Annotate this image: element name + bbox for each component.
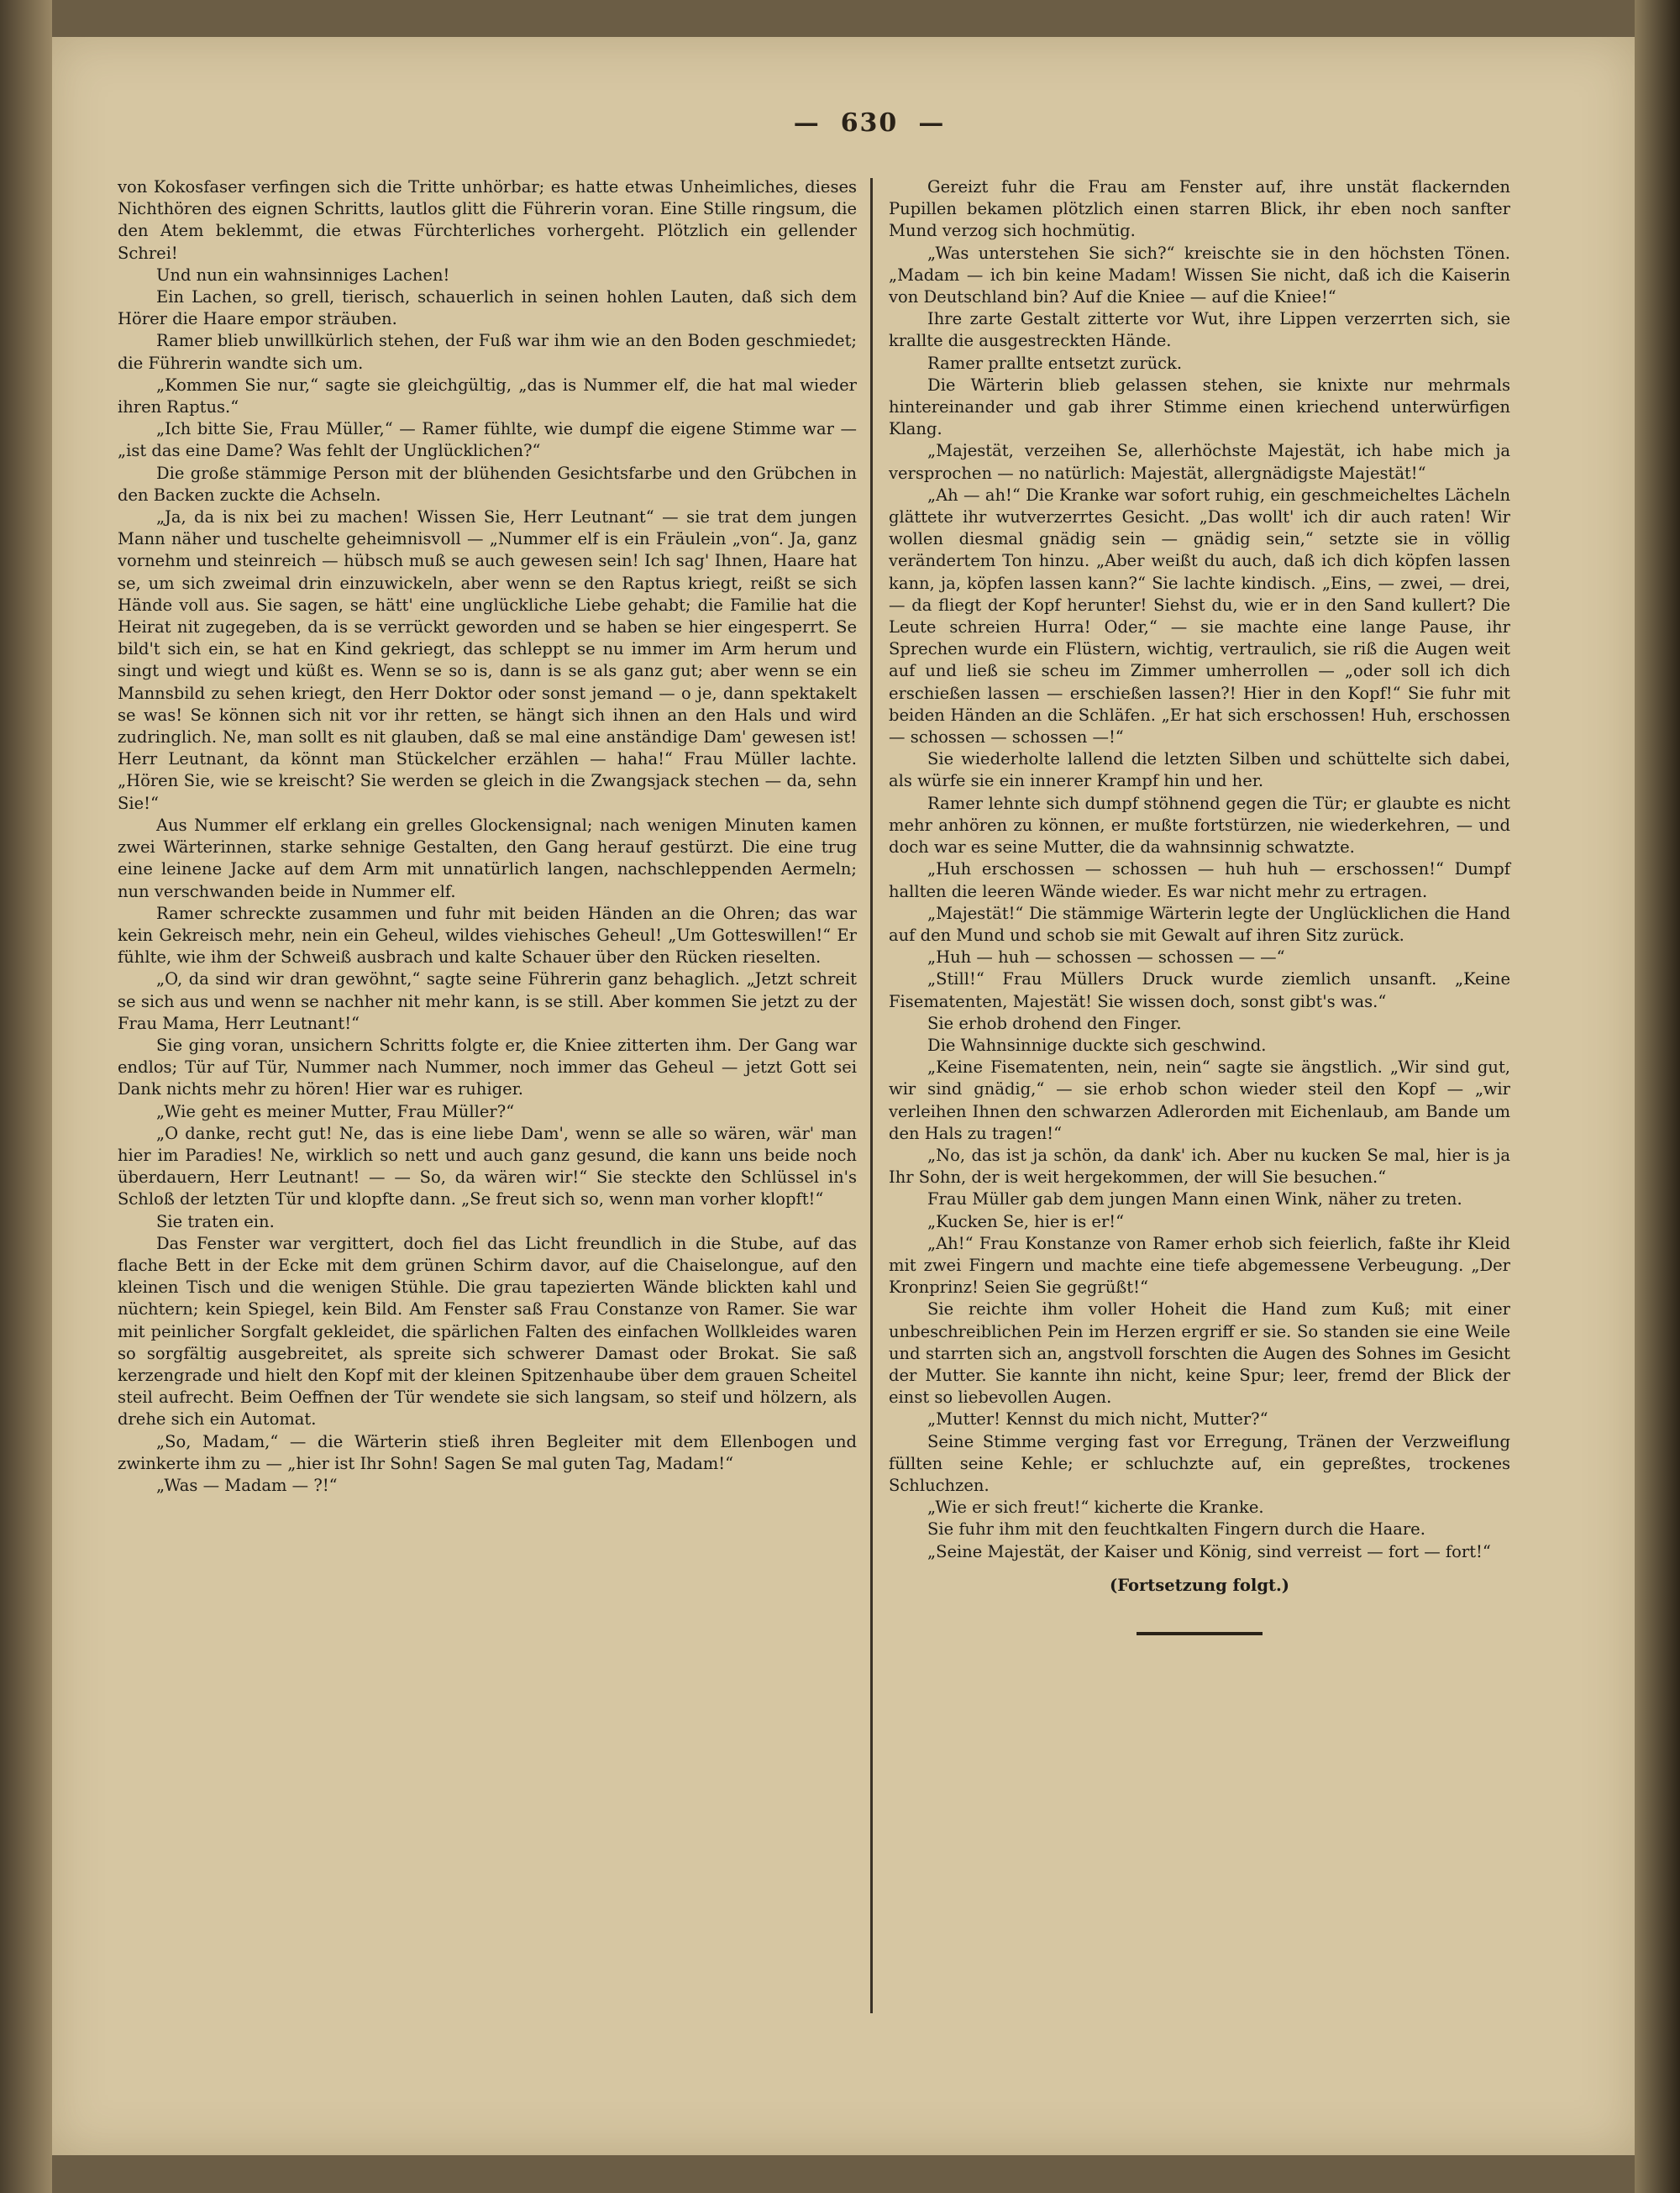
- paragraph: „Still!“ Frau Müllers Druck wurde ziemlich unsanft. „Keine Fisematenten, Majestät! Sie wissen doch, sonst gibt's was.“: [889, 969, 1510, 1011]
- right-column: [889, 176, 1510, 1635]
- paragraph: Sie wiederholte lallend die letzten Silben und schüttelte sich dabei, als würfe sie ein innerer Krampf hin und her.: [889, 749, 1510, 791]
- paragraph: „Keine Fisematenten, nein, nein“ sagte sie ängstlich. „Wir sind gut, wir sind gnädig,“ — sie erhob schon wieder steil den Kopf — „wir verleihen Ihnen den schwarzen Adlerorden mit Eichenlaub, am Bande um den Hals zu tragen!“: [889, 1057, 1510, 1143]
- paragraph: „Huh — huh — schossen — schossen — —“: [927, 947, 1285, 968]
- paragraph: Das Fenster war vergittert, doch fiel das Licht freundlich in die Stube, auf das flache Bett in der Ecke mit dem grünen Schirm davor, auf die Chaiselongue, auf den kleinen Tisch und die wenigen Stühle. Die grau tapezierten Wände blickten kahl und nüchtern; kein Spiegel, kein Bild. Am Fenster saß Frau Constanze von Ramer. Sie war mit peinlicher Sorgfalt gekleidet, die spärlichen Falten des einfachen Wollkleides waren so sorgfältig ausgebreitet, als spreite sich schwerer Damast oder Brokat. Sie saß kerzengrade und hielt den Kopf mit der kleinen Spitzenhaube über dem grauen Scheitel steil aufrecht. Beim Oeffnen der Tür wendete sie sich langsam, so steif und hölzern, als drehe sich ein Automat.: [118, 1233, 857, 1430]
- paragraph: Die Wahnsinnige duckte sich geschwind.: [927, 1035, 1267, 1055]
- paragraph: Sie traten ein.: [156, 1211, 275, 1231]
- book-binding-left: [0, 0, 52, 2193]
- paragraph: Ramer prallte entsetzt zurück.: [927, 353, 1183, 373]
- paragraph: Ihre zarte Gestalt zitterte vor Wut, ihre Lippen verzerrten sich, sie krallte die ausgestreckten Hände.: [889, 309, 1510, 351]
- paragraph: Sie reichte ihm voller Hoheit die Hand zum Kuß; mit einer unbeschreiblichen Pein im Herzen ergriff er sie. So standen sie eine Weile und starrten sich an, angstvoll forschten die Augen des Sohnes im Gesicht der Mutter. Sie kannte ihn nicht, keine Spur; leer, fremd der Blick der einst so liebevollen Augen.: [889, 1299, 1510, 1408]
- paragraph: „Kucken Se, hier is er!“: [927, 1211, 1125, 1231]
- paragraph: „Was unterstehen Sie sich?“ kreischte sie in den höchsten Tönen. „Madam — ich bin keine Madam! Wissen Sie nicht, daß ich die Kaiserin von Deutschland bin? Auf die Kniee — auf die Kniee!“: [889, 243, 1510, 307]
- paragraph: „Majestät!“ Die stämmige Wärterin legte der Unglücklichen die Hand auf den Mund und schob sie mit Gewalt auf ihren Sitz zurück.: [889, 903, 1510, 945]
- paragraph: Die große stämmige Person mit der blühenden Gesichtsfarbe und den Grübchen in den Backen zuckte die Achseln.: [118, 463, 857, 505]
- paragraph: „Ah!“ Frau Konstanze von Ramer erhob sich feierlich, faßte ihr Kleid mit zwei Fingern und machte eine tiefe abgemessene Verbeugung. „Der Kronprinz! Seien Sie gegrüßt!“: [889, 1233, 1510, 1298]
- page-number: — 630 —: [793, 108, 946, 138]
- paragraph: „No, das ist ja schön, da dank' ich. Aber nu kucken Se mal, hier is ja Ihr Sohn, der is weit hergekommen, der will Sie besuchen.“: [889, 1145, 1510, 1188]
- paragraph: „Mutter! Kennst du mich nicht, Mutter?“: [927, 1409, 1268, 1430]
- paragraph: „Kommen Sie nur,“ sagte sie gleichgültig, „das is Nummer elf, die hat mal wieder ihren Raptus.“: [118, 375, 857, 417]
- paragraph: „Was — Madam — ?!“: [156, 1475, 338, 1495]
- paragraph: Die Wärterin blieb gelassen stehen, sie knixte nur mehrmals hintereinander und gab ihrer Stimme einen kriechend unterwürfigen Klang.: [889, 375, 1510, 439]
- paragraph: Ein Lachen, so grell, tierisch, schauerlich in seinen hohlen Lauten, daß sich dem Hörer die Haare empor sträuben.: [118, 287, 857, 329]
- paragraph: „Wie er sich freut!“ kicherte die Kranke.: [927, 1498, 1264, 1518]
- end-rule: [1137, 1632, 1263, 1635]
- book-edge-right: [1635, 0, 1680, 2193]
- paragraph: Und nun ein wahnsinniges Lachen!: [156, 265, 450, 285]
- continuation-note: (Fortsetzung folgt.): [1110, 1575, 1289, 1595]
- paragraph: „Ja, da is nix bei zu machen! Wissen Sie, Herr Leutnant“ — sie trat dem jungen Mann näher und tuschelte geheimnisvoll — „Nummer elf is ein Fräulein „von“. Ja, ganz vornehm und steinreich — hübsch muß se auch gewesen sein! Ich sag' Ihnen, Haare hat se, um sich zweimal drin einzuwickeln, aber wenn se den Raptus kriegt, reißt se sich Hände voll aus. Sie sagen, se hätt' eine unglückliche Liebe gehabt; die Familie hat die Heirat nit zugegeben, da is se verrückt geworden und se haben se hier eingesperrt. Se bild't sich ein, se hat en Kind gekriegt, das schleppt se nu immer im Arm herum und singt und wiegt und küßt es. Wenn se so is, dann is se als ganz gut; aber wenn se ein Mannsbild zu sehen kriegt, den Herr Doktor oder sonst jemand — o je, dann spektakelt se was! Se können sich nit vor ihr retten, se hängt sich ihnen an den Hals und wird zudringlich. Ne, man sollt es nit glauben, daß se mal eine anständige Dam' gewesen ist! Herr Leutnant, da könnt man Stückelcher erzählen — haha!“ Frau Müller lachte. „Hören Sie, wie se kreischt? Sie werden se gleich in die Zwangsjack stechen — da, sehn Sie!“: [118, 507, 857, 813]
- paragraph: Gereizt fuhr die Frau am Fenster auf, ihre unstät flackernden Pupillen bekamen plötzlich einen starren Blick, ihr eben noch sanfter Mund verzog sich hochmütig.: [889, 177, 1510, 241]
- paragraph: Seine Stimme verging fast vor Erregung, Tränen der Verzweiflung füllten seine Kehle; er schluchzte auf, ein gepreßtes, trockenes Schluchzen.: [889, 1431, 1510, 1495]
- paragraph: Sie ging voran, unsichern Schritts folgte er, die Kniee zitterten ihm. Der Gang war endlos; Tür auf Tür, Nummer nach Nummer, noch immer das Geheul — jetzt Gott sei Dank nichts mehr zu hören! Hier war es ruhiger.: [118, 1035, 857, 1099]
- paragraph: von Kokosfaser verfingen sich die Tritte unhörbar; es hatte etwas Unheimliches, dieses Nichthören des eignen Schritts, lautlos glitt die Führerin voran. Eine Stille ringsum, die den Atem beklemmt, die etwas Fürchterliches vorhergeht. Plötzlich ein gellender Schrei!: [118, 177, 857, 263]
- paragraph: „Seine Majestät, der Kaiser und König, sind verreist — fort — fort!“: [927, 1541, 1491, 1561]
- paragraph: „O, da sind wir dran gewöhnt,“ sagte seine Führerin ganz behaglich. „Jetzt schreit se sich aus und wenn se nachher nit mehr kann, is se still. Aber kommen Sie jetzt zu der Frau Mama, Herr Leutnant!“: [118, 969, 857, 1033]
- paragraph: „Majestät, verzeihen Se, allerhöchste Majestät, ich habe mich ja versprochen — no natürlich: Majestät, allergnädigste Majestät!“: [889, 441, 1510, 483]
- paragraph: Sie fuhr ihm mit den feuchtkalten Fingern durch die Haare.: [927, 1519, 1425, 1540]
- paragraph: „Ich bitte Sie, Frau Müller,“ — Ramer fühlte, wie dumpf die eigene Stimme war — „ist das eine Dame? Was fehlt der Unglücklichen?“: [118, 419, 857, 461]
- paragraph: Aus Nummer elf erklang ein grelles Glockensignal; nach wenigen Minuten kamen zwei Wärterinnen, starke sehnige Gestalten, den Gang herauf gestürzt. Die eine trug eine leinene Jacke auf dem Arm mit unnatürlich langen, nachschleppenden Aermeln; nun verschwanden beide in Nummer elf.: [118, 815, 857, 901]
- paragraph: Sie erhob drohend den Finger.: [927, 1013, 1182, 1033]
- paragraph: Ramer schreckte zusammen und fuhr mit beiden Händen an die Ohren; das war kein Gekreisch mehr, nein ein Geheul, wildes viehisches Geheul! „Um Gotteswillen!“ Er fühlte, wie ihm der Schweiß ausbrach und kalte Schauer über den Rücken rieselten.: [118, 903, 857, 968]
- paragraph: „So, Madam,“ — die Wärterin stieß ihren Begleiter mit dem Ellenbogen und zwinkerte ihm zu — „hier ist Ihr Sohn! Sagen Se mal guten Tag, Madam!“: [118, 1431, 857, 1473]
- paragraph: Ramer blieb unwillkürlich stehen, der Fuß war ihm wie an den Boden geschmiedet; die Führerin wandte sich um.: [118, 331, 857, 373]
- paragraph: „Ah — ah!“ Die Kranke war sofort ruhig, ein geschmeicheltes Lächeln glättete ihr wutverzerrtes Gesicht. „Das wollt' ich dir auch raten! Wir wollen diesmal gnädig sein — gnädig sein,“ setzte sie in völlig verändertem Ton hinzu. „Aber weißt du auch, daß ich dich köpfen lassen kann, ja, köpfen lassen kann?“ Sie lachte kindisch. „Eins, — zwei, — drei, — da fliegt der Kopf herunter! Siehst du, wie er in den Sand kullert? Die Leute schreien Hurra! Oder,“ — sie machte eine lange Pause, ihr Sprechen wurde ein Flüstern, wichtig, vertraulich, sie riß die Augen weit auf und ließ sie scheu im Zimmer umherrollen — „oder soll ich dich erschießen lassen — erschießen lassen?! Hier in den Kopf!“ Sie fuhr mit beiden Händen an die Schläfen. „Er hat sich erschossen! Huh, erschossen — schossen — schossen —!“: [889, 485, 1510, 748]
- column-divider: [870, 178, 873, 2013]
- paragraph: Frau Müller gab dem jungen Mann einen Wink, näher zu treten.: [927, 1189, 1462, 1209]
- paragraph: „O danke, recht gut! Ne, das is eine liebe Dam', wenn se alle so wären, wär' man hier im Paradies! Ne, wirklich so nett und auch ganz gesund, die kann uns beide noch überdauern, Herr Leutnant! — — So, da wären wir!“ Sie steckte den Schlüssel in's Schloß der letzten Tür und klopfte dann. „Se freut sich so, wenn man vorher klopft!“: [118, 1123, 857, 1209]
- left-column: [118, 176, 857, 1497]
- paragraph: Ramer lehnte sich dumpf stöhnend gegen die Tür; er glaubte es nicht mehr anhören zu können, er mußte fortstürzen, nie wiederkehren, — und doch war es seine Mutter, die da wahnsinnig schwatzte.: [889, 793, 1510, 858]
- paragraph: „Huh erschossen — schossen — huh huh — erschossen!“ Dumpf hallten die leeren Wände wieder. Es war nicht mehr zu ertragen.: [889, 859, 1510, 901]
- paragraph: „Wie geht es meiner Mutter, Frau Müller?“: [156, 1101, 515, 1121]
